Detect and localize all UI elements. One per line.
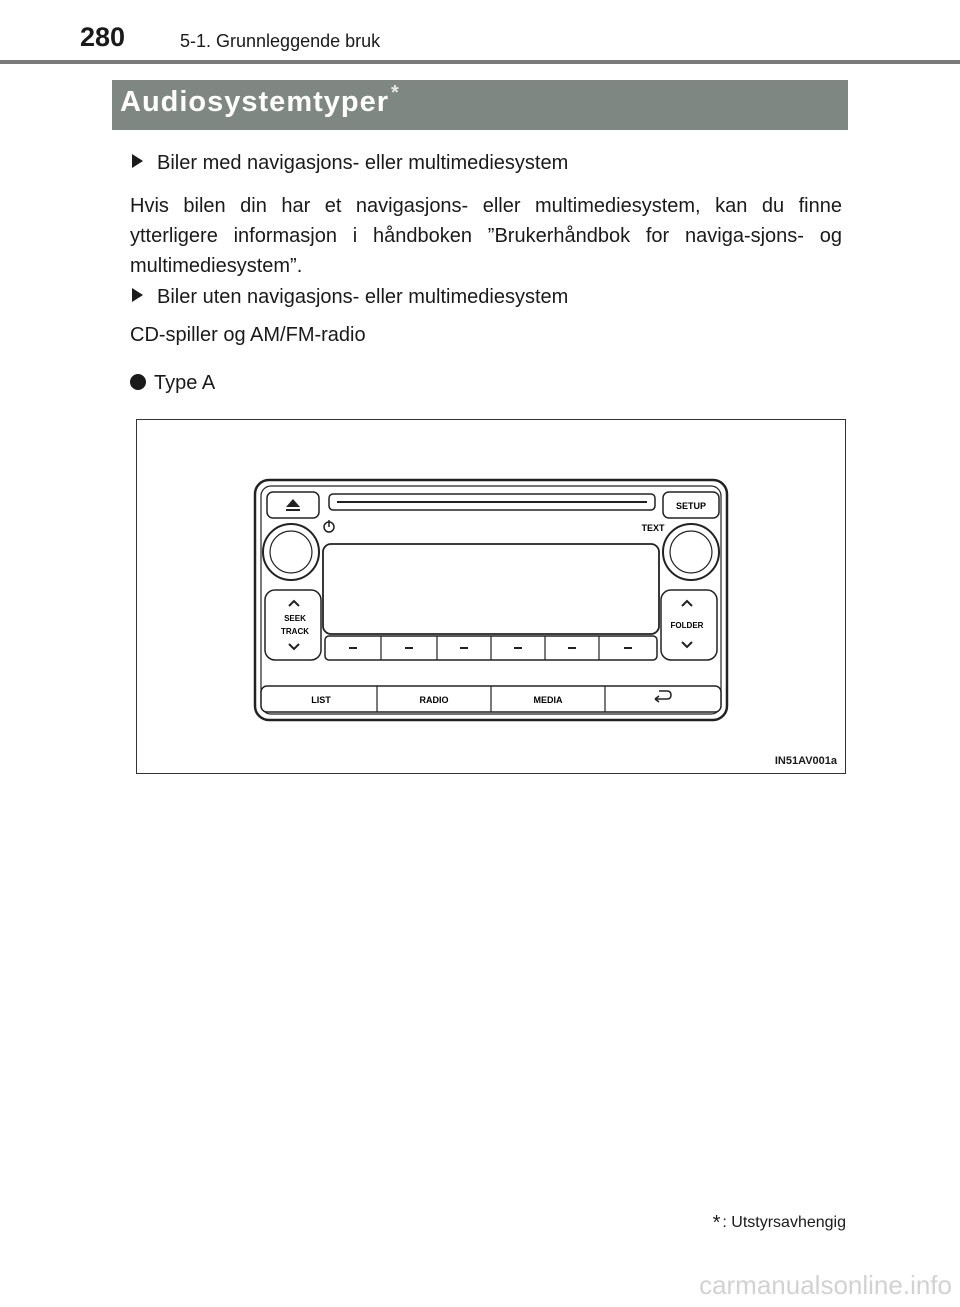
folder-label: FOLDER xyxy=(670,621,704,630)
display-screen xyxy=(323,544,659,634)
eject-icon-bar xyxy=(286,509,300,511)
audio-unit-figure xyxy=(136,419,846,774)
heading-with-navigation-text: Biler med navigasjons- eller multimediesystem xyxy=(157,152,569,174)
heading-without-navigation xyxy=(132,286,568,309)
type-a-label: Type A xyxy=(154,372,216,394)
tune-select-knob-inner xyxy=(670,531,712,573)
asterisk-icon: * xyxy=(712,1212,721,1234)
preset-1-mark xyxy=(349,647,357,649)
asterisk-icon: * xyxy=(391,82,400,104)
section-title-bar xyxy=(112,80,848,130)
preset-3-mark xyxy=(460,647,468,649)
radio-label: RADIO xyxy=(419,695,449,705)
cd-radio-line: CD-spiller og AM/FM-radio xyxy=(130,324,366,346)
figure-id: IN51AV001a xyxy=(774,755,837,767)
footnote xyxy=(713,1210,846,1233)
text-label: TEXT xyxy=(641,523,665,533)
chapter-title: 5-1. Grunnleggende bruk xyxy=(180,31,381,51)
triangle-arrow-icon xyxy=(132,288,143,302)
power-volume-knob-inner xyxy=(270,531,312,573)
body-paragraph: Hvis bilen din har et navigasjons- eller multimediesystem, kan du finne ytterligere informasjon i håndboken ”Brukerhåndbok for naviga-sjons- og multimediesystem”. xyxy=(130,195,842,277)
list-label: LIST xyxy=(311,695,331,705)
footnote-text: : Utstyrsavhengig xyxy=(722,1214,846,1231)
watermark: carmanualsonline.info xyxy=(699,1270,952,1300)
preset-4-mark xyxy=(514,647,522,649)
seek-label: SEEK xyxy=(284,614,306,623)
section-title xyxy=(120,82,400,119)
bullet-icon xyxy=(130,374,146,390)
preset-2-mark xyxy=(405,647,413,649)
heading-without-navigation-text: Biler uten navigasjons- eller multimediesystem xyxy=(157,286,569,308)
header-rule xyxy=(0,60,960,64)
setup-label: SETUP xyxy=(675,501,707,511)
media-label: MEDIA xyxy=(533,695,563,705)
section-title-text: Audiosystemtyper xyxy=(120,86,390,118)
triangle-arrow-icon xyxy=(132,154,143,168)
preset-6-mark xyxy=(624,647,632,649)
preset-5-mark xyxy=(568,647,576,649)
track-label: TRACK xyxy=(281,627,309,636)
seek-track-button xyxy=(265,590,321,660)
heading-with-navigation xyxy=(132,152,568,175)
type-a-item xyxy=(130,372,215,395)
page-number: 280 xyxy=(80,22,126,52)
audio-unit-illustration xyxy=(137,420,845,773)
